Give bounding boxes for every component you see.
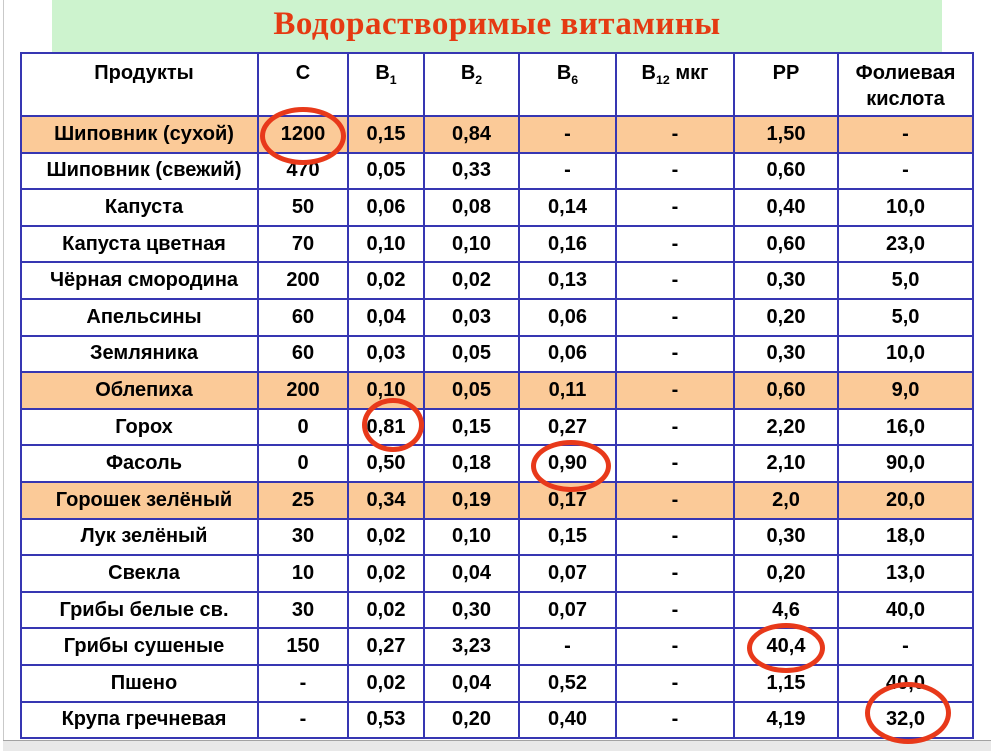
table-row xyxy=(21,482,973,519)
vitamin-pp-cell: 0,40 xyxy=(734,189,838,226)
column-header-b2 xyxy=(424,53,519,116)
header-row xyxy=(21,53,973,116)
vitamin-pp-cell: 2,20 xyxy=(734,409,838,446)
vitamin-b12-cell: - xyxy=(616,628,734,665)
vitamin-c-cell: 30 xyxy=(258,592,348,629)
vitamin-b12-cell: - xyxy=(616,226,734,263)
vitamin-b1-cell: 0,02 xyxy=(348,519,424,556)
folic-acid-cell: 18,0 xyxy=(838,519,973,556)
table-row xyxy=(21,262,973,299)
vitamin-b2-cell: 0,10 xyxy=(424,226,519,263)
column-header-label: С xyxy=(295,62,311,84)
vitamin-b6-cell: 0,07 xyxy=(519,592,616,629)
vitamin-c-cell: 0 xyxy=(258,445,348,482)
product-name-cell: Грибы белые св. xyxy=(21,592,258,629)
folic-acid-cell: 13,0 xyxy=(838,555,973,592)
product-name-cell: Горох xyxy=(21,409,258,446)
vitamin-b2-cell: 0,04 xyxy=(424,555,519,592)
product-name-cell: Шиповник (свежий) xyxy=(21,153,258,190)
table-row xyxy=(21,153,973,190)
vitamin-b6-cell: - xyxy=(519,628,616,665)
vitamin-b2-cell: 0,19 xyxy=(424,482,519,519)
vitamin-b1-cell: 0,05 xyxy=(348,153,424,190)
column-header-subscript: 1 xyxy=(389,73,397,87)
table-row xyxy=(21,628,973,665)
column-header-folic-acid xyxy=(838,53,973,116)
vitamin-b6-cell: 0,11 xyxy=(519,372,616,409)
vitamin-pp-cell: 0,60 xyxy=(734,153,838,190)
vitamin-c-cell: 30 xyxy=(258,519,348,556)
vitamin-b6-cell: 0,07 xyxy=(519,555,616,592)
vitamin-b1-cell: 0,02 xyxy=(348,555,424,592)
folic-acid-cell: - xyxy=(838,153,973,190)
vitamin-b2-cell: 0,08 xyxy=(424,189,519,226)
vitamin-b2-cell: 0,05 xyxy=(424,372,519,409)
vitamin-b1-cell: 0,10 xyxy=(348,226,424,263)
vitamin-b6-cell: 0,27 xyxy=(519,409,616,446)
column-header-b12 xyxy=(616,53,734,116)
product-name-cell: Капуста цветная xyxy=(21,226,258,263)
vitamin-pp-cell: 0,60 xyxy=(734,226,838,263)
column-header-pp xyxy=(734,53,838,116)
vitamin-b6-cell: 0,13 xyxy=(519,262,616,299)
column-header-label: В xyxy=(460,62,476,84)
vitamin-b2-cell: 0,33 xyxy=(424,153,519,190)
product-name-cell: Чёрная смородина xyxy=(21,262,258,299)
product-name-cell: Облепиха xyxy=(21,372,258,409)
vitamin-pp-cell: 2,0 xyxy=(734,482,838,519)
table-row xyxy=(21,116,973,153)
vitamin-b6-cell: 0,06 xyxy=(519,336,616,373)
product-name-cell: Грибы сушеные xyxy=(21,628,258,665)
vitamin-b12-cell: - xyxy=(616,189,734,226)
product-name-cell: Апельсины xyxy=(21,299,258,336)
vitamin-b1-cell: 0,27 xyxy=(348,628,424,665)
vitamin-b12-cell: - xyxy=(616,336,734,373)
vitamin-pp-cell: 0,20 xyxy=(734,299,838,336)
column-header-label: В xyxy=(375,62,390,84)
vitamin-b12-cell: - xyxy=(616,153,734,190)
vitamin-b1-cell: 0,02 xyxy=(348,592,424,629)
vitamin-b6-cell: 0,16 xyxy=(519,226,616,263)
vitamin-c-cell: 0 xyxy=(258,409,348,446)
product-name-cell: Пшено xyxy=(21,665,258,702)
product-name-cell: Крупа гречневая xyxy=(21,702,258,739)
table-row xyxy=(21,189,973,226)
folic-acid-cell: 5,0 xyxy=(838,262,973,299)
vitamin-c-cell: - xyxy=(258,665,348,702)
vitamin-b12-cell: - xyxy=(616,702,734,739)
vitamin-pp-cell: 0,20 xyxy=(734,555,838,592)
product-name-cell: Горошек зелёный xyxy=(21,482,258,519)
vitamin-b12-cell: - xyxy=(616,409,734,446)
column-header-b1 xyxy=(348,53,424,116)
vitamin-c-cell: 60 xyxy=(258,336,348,373)
column-header-b6 xyxy=(519,53,616,116)
page-title: Водорастворимые витамины xyxy=(273,6,721,42)
vitamins-table xyxy=(20,52,974,739)
folic-acid-cell: - xyxy=(838,628,973,665)
vitamin-b2-cell: 0,05 xyxy=(424,336,519,373)
folic-acid-cell: 9,0 xyxy=(838,372,973,409)
vitamin-b2-cell: 0,20 xyxy=(424,702,519,739)
table-row xyxy=(21,409,973,446)
column-header-c xyxy=(258,53,348,116)
vitamin-b1-cell: 0,81 xyxy=(348,409,424,446)
vitamin-pp-cell: 1,50 xyxy=(734,116,838,153)
vitamin-b2-cell: 0,10 xyxy=(424,519,519,556)
table-body xyxy=(21,116,973,738)
vitamin-b6-cell: 0,15 xyxy=(519,519,616,556)
table-row xyxy=(21,226,973,263)
vitamin-pp-cell: 2,10 xyxy=(734,445,838,482)
vitamin-c-cell: 200 xyxy=(258,372,348,409)
product-name-cell: Шиповник (сухой) xyxy=(21,116,258,153)
table-row xyxy=(21,702,973,739)
column-header-subscript: 2 xyxy=(475,73,483,87)
column-header-label: Фолиевая кислота xyxy=(855,62,956,110)
folic-acid-cell: - xyxy=(838,116,973,153)
vitamin-b12-cell: - xyxy=(616,445,734,482)
column-header-suffix: мкг xyxy=(669,62,709,84)
table-row xyxy=(21,519,973,556)
vitamin-b1-cell: 0,02 xyxy=(348,665,424,702)
vitamin-b2-cell: 0,04 xyxy=(424,665,519,702)
vitamin-b1-cell: 0,02 xyxy=(348,262,424,299)
folic-acid-cell: 5,0 xyxy=(838,299,973,336)
folic-acid-cell: 10,0 xyxy=(838,189,973,226)
vitamin-b12-cell: - xyxy=(616,299,734,336)
column-header-label: Продукты xyxy=(94,62,194,84)
vitamin-b2-cell: 0,15 xyxy=(424,409,519,446)
vitamin-b2-cell: 3,23 xyxy=(424,628,519,665)
folic-acid-cell: 20,0 xyxy=(838,482,973,519)
vitamin-pp-cell: 4,19 xyxy=(734,702,838,739)
product-name-cell: Свекла xyxy=(21,555,258,592)
vitamin-b6-cell: - xyxy=(519,153,616,190)
vitamin-c-cell: 150 xyxy=(258,628,348,665)
vitamin-pp-cell: 40,4 xyxy=(734,628,838,665)
vitamin-b6-cell: 0,40 xyxy=(519,702,616,739)
folic-acid-cell: 40,0 xyxy=(838,592,973,629)
vitamin-pp-cell: 4,6 xyxy=(734,592,838,629)
table-row xyxy=(21,372,973,409)
column-header-label: В xyxy=(556,62,572,84)
vitamin-b12-cell: - xyxy=(616,592,734,629)
vitamin-c-cell: 25 xyxy=(258,482,348,519)
vitamin-b1-cell: 0,10 xyxy=(348,372,424,409)
vitamin-c-cell: - xyxy=(258,702,348,739)
product-name-cell: Лук зелёный xyxy=(21,519,258,556)
vitamin-b1-cell: 0,03 xyxy=(348,336,424,373)
table-row xyxy=(21,299,973,336)
vitamin-b6-cell: 0,06 xyxy=(519,299,616,336)
column-header-subscript: 6 xyxy=(571,73,579,87)
vitamin-pp-cell: 0,30 xyxy=(734,519,838,556)
vitamin-b1-cell: 0,50 xyxy=(348,445,424,482)
vitamin-c-cell: 60 xyxy=(258,299,348,336)
vitamin-b1-cell: 0,34 xyxy=(348,482,424,519)
vitamin-b2-cell: 0,84 xyxy=(424,116,519,153)
title-band xyxy=(52,0,942,53)
folic-acid-cell: 10,0 xyxy=(838,336,973,373)
table-row xyxy=(21,592,973,629)
vitamin-b2-cell: 0,03 xyxy=(424,299,519,336)
vitamin-b12-cell: - xyxy=(616,372,734,409)
column-header-label: В xyxy=(641,62,656,84)
product-name-cell: Фасоль xyxy=(21,445,258,482)
vitamin-b6-cell: 0,17 xyxy=(519,482,616,519)
table-row xyxy=(21,445,973,482)
folic-acid-cell: 23,0 xyxy=(838,226,973,263)
vitamin-c-cell: 470 xyxy=(258,153,348,190)
vitamin-b12-cell: - xyxy=(616,116,734,153)
vitamin-c-cell: 70 xyxy=(258,226,348,263)
vitamin-pp-cell: 0,60 xyxy=(734,372,838,409)
vitamin-b6-cell: 0,14 xyxy=(519,189,616,226)
vitamin-b12-cell: - xyxy=(616,262,734,299)
window-bottom-bar xyxy=(3,740,991,751)
vitamin-pp-cell: 0,30 xyxy=(734,262,838,299)
vitamin-b1-cell: 0,53 xyxy=(348,702,424,739)
folic-acid-cell: 90,0 xyxy=(838,445,973,482)
vitamin-b6-cell: 0,52 xyxy=(519,665,616,702)
vitamin-b2-cell: 0,18 xyxy=(424,445,519,482)
vitamin-b6-cell: - xyxy=(519,116,616,153)
folic-acid-cell: 16,0 xyxy=(838,409,973,446)
vitamin-b12-cell: - xyxy=(616,665,734,702)
vitamin-c-cell: 1200 xyxy=(258,116,348,153)
table-row xyxy=(21,336,973,373)
vitamin-b2-cell: 0,30 xyxy=(424,592,519,629)
vitamin-c-cell: 10 xyxy=(258,555,348,592)
column-header-label: РР xyxy=(772,62,800,84)
vitamin-pp-cell: 1,15 xyxy=(734,665,838,702)
column-header-products xyxy=(21,53,258,116)
vitamin-c-cell: 50 xyxy=(258,189,348,226)
product-name-cell: Капуста xyxy=(21,189,258,226)
vitamin-b12-cell: - xyxy=(616,555,734,592)
vitamin-c-cell: 200 xyxy=(258,262,348,299)
vitamin-b1-cell: 0,06 xyxy=(348,189,424,226)
vitamin-b6-cell: 0,90 xyxy=(519,445,616,482)
column-header-subscript: 12 xyxy=(655,73,670,87)
vitamin-b12-cell: - xyxy=(616,482,734,519)
table-header xyxy=(21,53,973,116)
table-row xyxy=(21,555,973,592)
vitamin-b2-cell: 0,02 xyxy=(424,262,519,299)
folic-acid-cell: 40,0 xyxy=(838,665,973,702)
vitamin-b1-cell: 0,04 xyxy=(348,299,424,336)
window-edge-line xyxy=(3,0,4,751)
folic-acid-cell: 32,0 xyxy=(838,702,973,739)
product-name-cell: Земляника xyxy=(21,336,258,373)
vitamin-b1-cell: 0,15 xyxy=(348,116,424,153)
vitamin-b12-cell: - xyxy=(616,519,734,556)
table-row xyxy=(21,665,973,702)
vitamin-pp-cell: 0,30 xyxy=(734,336,838,373)
